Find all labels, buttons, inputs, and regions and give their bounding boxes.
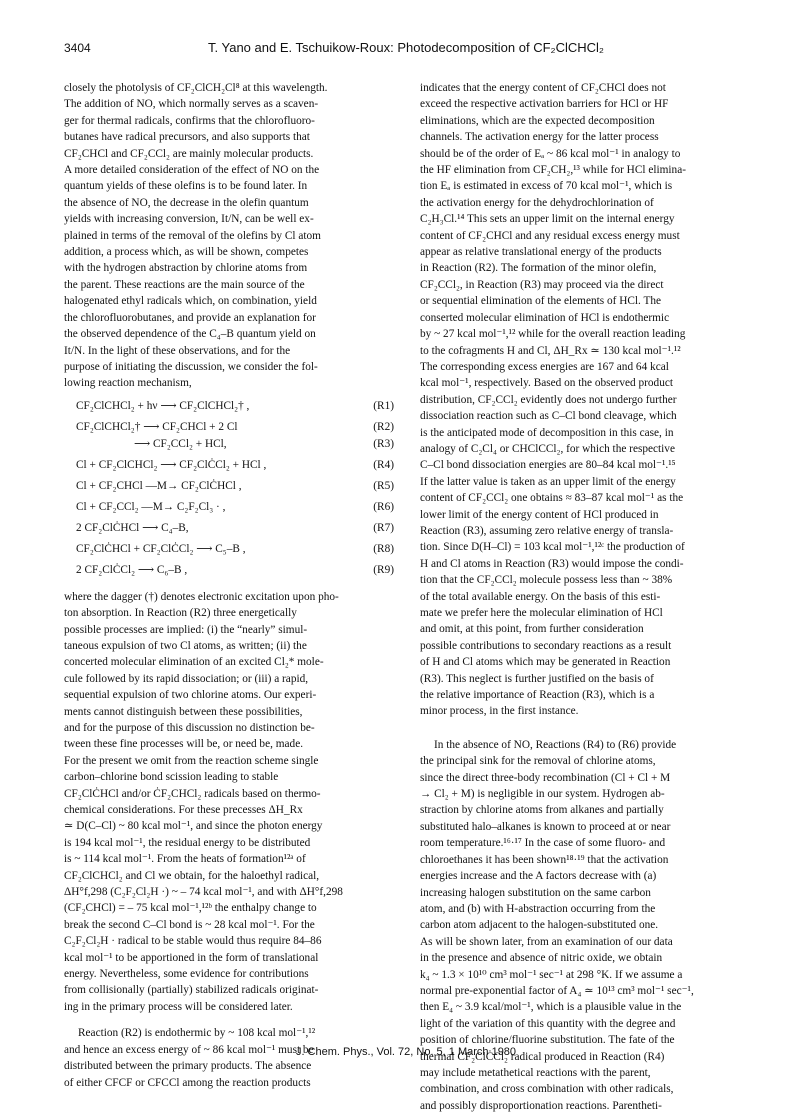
- text-line: ΔH°f,298 (C₂F₂Cl₂H ·) ~ – 74 kcal mol⁻¹, and with ΔH°f,298: [64, 886, 343, 899]
- text-line: sequential expulsion of two chlorine atoms. Our experi-: [64, 689, 317, 702]
- text-line: and for the purpose of this discussion no distinction be-: [64, 721, 315, 734]
- text-line: kcal mol⁻¹ to be apportioned in the form of translational: [64, 951, 319, 964]
- text-line: halogenated ethyl radicals which, on combination, yield: [64, 295, 317, 308]
- text-line: is ~ 114 kcal mol⁻¹. From the heats of formation¹²ᵃ of: [64, 853, 306, 866]
- reaction-number: (R7): [373, 521, 394, 534]
- text-line: chemical considerations. For these precesses ΔH_Rx: [64, 804, 303, 816]
- text-line: thermal CF₂ClĊCl₂ radical produced in Reaction (R4): [420, 1050, 665, 1063]
- text-line: ments cannot distinguish between these possibilities,: [64, 705, 303, 718]
- text-line: normal pre-exponential factor of A₄ ≃ 10¹³ cm³ mol⁻¹ sec⁻¹,: [420, 984, 694, 997]
- text-line: where the dagger (†) denotes electronic excitation upon pho-: [64, 590, 339, 603]
- reaction-equation: [64, 520, 408, 541]
- text-line: break the second C–Cl bond is ~ 28 kcal mol⁻¹. For the: [64, 918, 315, 931]
- text-line: (R3). This neglect is further justified on the basis of: [420, 672, 654, 685]
- text-line: tion. Since D(H–Cl) = 103 kcal mol⁻¹,¹²ᶜ the production of: [420, 541, 685, 554]
- reaction-equation: [64, 457, 408, 478]
- text-line: For the present we omit from the reaction scheme single: [64, 754, 319, 767]
- text-line: to the cofragments H and Cl, ΔH_Rx ≃ 130 kcal mol⁻¹.¹²: [420, 344, 681, 357]
- text-line: In the absence of NO, Reactions (R4) to (R6) provide: [434, 738, 677, 751]
- text-line: tion Eₐ is estimated in excess of 70 kcal mol⁻¹, which is: [420, 180, 673, 193]
- text-line: purpose of initiating the discussion, we consider the fol-: [64, 360, 318, 373]
- text-line: straction by chlorine atoms from alkanes and partially: [420, 804, 664, 817]
- text-line: kcal mol⁻¹, respectively. Based on the observed product: [420, 377, 673, 390]
- text-line: mate we prefer here the molecular elimination of HCl: [420, 607, 663, 619]
- text-line: substituted halo–alkanes is known to proceed at or near: [420, 820, 671, 833]
- text-line: in the presence and absence of nitric oxide, we obtain: [420, 952, 663, 965]
- text-line: yields with increasing conversion, It/N, can be well ex-: [64, 213, 314, 226]
- text-line: A more detailed consideration of the effect of NO on the: [64, 164, 320, 177]
- reaction-number: (R4): [373, 458, 394, 471]
- reaction-number: (R1): [373, 399, 394, 412]
- page-number: 3404: [64, 41, 91, 55]
- reaction-number: (R6): [373, 500, 394, 513]
- text-line: the parent. These reactions are the main source of the: [64, 278, 305, 291]
- text-line: the HF elimination from CF₂CH₂,¹³ while for HCl elimina-: [420, 164, 686, 177]
- text-line: C₂F₂Cl₂H · radical to be stable would thus require 84–86: [64, 935, 322, 948]
- text-line: from collisionally (partially) stabilized radicals originat-: [64, 984, 319, 997]
- text-line: since the direct three-body recombination (Cl + Cl + M: [420, 771, 671, 784]
- text-line: channels. The activation energy for the latter process: [420, 131, 659, 144]
- text-line: content of CF₂CCl₂ one obtains ≈ 83–87 kcal mol⁻¹ as the: [420, 492, 684, 505]
- text-line: closely the photolysis of CF₂ClCH₂Cl⁸ at this wavelength.: [64, 82, 328, 94]
- text-line: ≃ D(C–Cl) ~ 80 kcal mol⁻¹, and since the photon energy: [64, 820, 323, 833]
- text-line: indicates that the energy content of CF₂CHCl does not: [420, 82, 666, 94]
- reaction-formula: CF₂ClĊHCl + CF₂ClĊCl₂ ⟶ C₅–B ,: [76, 542, 246, 555]
- text-line: lower limit of the energy content of HCl produced in: [420, 508, 659, 521]
- text-line: with the hydrogen abstraction by chlorine atoms from: [64, 262, 308, 275]
- text-line: → Cl₂ + M) is negligible in our system. Hydrogen ab-: [420, 788, 665, 801]
- paragraph-mechanism-intro: [64, 80, 408, 392]
- text-line: atom, and (b) with H-abstraction occurring from the: [420, 902, 656, 915]
- reaction-formula: CF₂ClCHCl₂† ⟶ CF₂CHCl + 2 Cl: [76, 420, 238, 433]
- text-line: tion that the CF₂CCl₂ molecule possess less than ~ 38%: [420, 574, 673, 587]
- text-line: and possibly disproportionation reactions. Parentheti-: [420, 1099, 662, 1112]
- text-line: is the anticipated mode of decomposition in this case, in: [420, 426, 674, 439]
- text-line: CF₂ClĊHCl and/or ĊF₂CHCl₂ radicals based on thermo-: [64, 787, 321, 800]
- text-line: the chlorofluorobutanes, and provide an explanation for: [64, 311, 316, 324]
- text-line: cule followed by its rapid dissociation; or (iii) a rapid,: [64, 672, 309, 685]
- text-line: possible contributions to secondary reactions as a result: [420, 639, 672, 652]
- text-line: combination, and cross combination with other radicals,: [420, 1083, 674, 1096]
- text-line: by ~ 27 kcal mol⁻¹,¹² while for the overall reaction leading: [420, 328, 686, 341]
- text-line: of either CFCF or CFCCl among the reaction products: [64, 1076, 311, 1089]
- text-line: CF₂CCl₂, in Reaction (R3) may proceed via the direct: [420, 278, 664, 291]
- text-line: Reaction (R3), assuming zero relative energy of transla-: [420, 524, 674, 537]
- text-line: H and Cl atoms in Reaction (R3) would impose the condi-: [420, 557, 684, 570]
- text-line: carbon–chlorine bond scission leading to stable: [64, 771, 279, 784]
- text-line: content of CF₂CHCl and any residual excess energy must: [420, 229, 680, 242]
- text-line: As will be shown later, from an examination of our data: [420, 935, 673, 948]
- text-line: conserted molecular elimination of HCl is endothermic: [420, 311, 670, 324]
- text-line: of H and Cl atoms which may be generated in Reaction: [420, 656, 671, 669]
- reaction-equation: [64, 398, 408, 419]
- paragraph-energy-content: [420, 80, 764, 720]
- text-line: may include metathetical reactions with the parent,: [420, 1066, 651, 1079]
- reaction-formula: Cl + CF₂CHCl —M→ CF₂ClĊHCl ,: [76, 479, 242, 492]
- reaction-equation: [64, 541, 408, 562]
- text-line: ing in the primary process will be considered later.: [64, 1000, 293, 1013]
- text-line: quantum yields of these olefins is to be found later. In: [64, 180, 308, 193]
- text-line: and omit, at this point, from further consideration: [420, 623, 644, 636]
- text-line: distributed between the primary products. The absence: [64, 1060, 312, 1073]
- text-line: Reaction (R2) is endothermic by ~ 108 kcal mol⁻¹,¹²: [78, 1027, 316, 1040]
- paragraph-r2-endothermic: [64, 1025, 408, 1091]
- text-line: k₄ ~ 1.3 × 10¹⁰ cm³ mol⁻¹ sec⁻¹ at 298 °K. If we assume a: [420, 968, 683, 981]
- text-line: in Reaction (R2). The formation of the minor olefin,: [420, 262, 657, 275]
- reaction-equation: [64, 562, 408, 583]
- text-line: dissociation reaction such as C–Cl bond cleavage, which: [420, 410, 677, 423]
- text-line: should be of the order of Eₐ ~ 86 kcal mol⁻¹ in analogy to: [420, 147, 681, 160]
- text-line: energy. Nevertheless, some evidence for contributions: [64, 968, 309, 981]
- text-line: tween these fine processes will be, or need be, made.: [64, 738, 304, 751]
- paragraph-dagger-explanation: [64, 589, 408, 1016]
- reaction-number: (R9): [373, 563, 394, 576]
- text-line: and hence an excess energy of ~ 86 kcal mol⁻¹ must be: [64, 1043, 314, 1056]
- text-line: room temperature.¹⁶·¹⁷ In the case of some fluoro- and: [420, 837, 666, 850]
- text-line: possible processes are implied: (i) the “nearly” simul-: [64, 623, 308, 636]
- reaction-formula: CF₂ClCHCl₂ + hν ⟶ CF₂ClCHCl₂† ,: [76, 399, 250, 412]
- journal-citation: J. Chem. Phys., Vol. 72, No. 5, 1 March 1980: [295, 1046, 517, 1058]
- text-line: the activation energy for the dehydrochlorination of: [420, 196, 654, 209]
- text-line: exceed the respective activation barriers for HCl or HF: [420, 98, 669, 111]
- reaction-equation: [64, 419, 408, 436]
- text-line: The corresponding excess energies are 167 and 64 kcal: [420, 360, 669, 373]
- text-line: butanes have radical precursors, and also supports that: [64, 131, 310, 144]
- text-line: energies increase and the A factors decrease with (a): [420, 870, 657, 883]
- text-line: The addition of NO, which normally serves as a scaven-: [64, 98, 319, 111]
- text-line: eliminations, which are the expected decomposition: [420, 114, 655, 127]
- text-line: carbon atom adjacent to the halogen-substituted one.: [420, 919, 659, 932]
- left-column: [64, 80, 408, 1091]
- text-line: chloroethanes it has been shown¹⁸·¹⁹ that the activation: [420, 853, 669, 866]
- text-line: light of the variation of this quantity with the degree and: [420, 1017, 676, 1030]
- reaction-formula: ⟶ CF₂CCl₂ + HCl,: [134, 437, 227, 450]
- text-line: C₂H₃Cl.¹⁴ This sets an upper limit on the internal energy: [420, 213, 675, 226]
- text-line: concerted molecular elimination of an excited Cl₂* mole-: [64, 656, 324, 669]
- text-line: position of chlorine/fluorine substitution. The fate of the: [420, 1034, 675, 1047]
- reaction-formula: 2 CF₂ClĊCl₂ ⟶ C₆–B ,: [76, 563, 188, 576]
- reaction-equation: [64, 436, 408, 457]
- text-line: taneous expulsion of two Cl atoms, as written; (ii) the: [64, 639, 307, 652]
- reaction-number: (R2): [373, 420, 394, 433]
- reaction-mechanism: [64, 398, 408, 583]
- text-line: then E₄ ~ 3.9 kcal/mol⁻¹, which is a plausible value in the: [420, 1001, 682, 1014]
- reaction-number: (R3): [373, 437, 394, 450]
- text-line: If the latter value is taken as an upper limit of the energy: [420, 475, 676, 488]
- right-column: [420, 80, 764, 1114]
- text-line: distribution, CF₂CCl₂ evidently does not undergo further: [420, 393, 677, 406]
- text-line: ger for thermal radicals, confirms that the chlorofluoro-: [64, 114, 315, 127]
- text-line: or sequential elimination of the elements of HCl. The: [420, 295, 662, 308]
- text-line: CF₂ClCHCl₂ and Cl we obtain, for the haloethyl radical,: [64, 869, 320, 882]
- reaction-equation: [64, 499, 408, 520]
- text-line: analogy of C₂Cl₄ or CHClCCl₂, for which the respective: [420, 442, 675, 455]
- text-line: increasing halogen substitution on the same carbon: [420, 886, 651, 899]
- running-title: T. Yano and E. Tschuikow-Roux: Photodecomposition of CF₂ClCHCl₂: [208, 40, 604, 55]
- reaction-number: (R5): [373, 479, 394, 492]
- text-line: (CF₂CHCl) = – 75 kcal mol⁻¹,¹²ᵇ the enthalpy change to: [64, 902, 317, 915]
- text-line: ton absorption. In Reaction (R2) three energetically: [64, 607, 297, 620]
- text-line: the relative importance of Reaction (R3), which is a: [420, 689, 655, 702]
- reaction-number: (R8): [373, 542, 394, 555]
- reaction-formula: Cl + CF₂CCl₂ —M→ C₂F₂Cl₃ · ,: [76, 500, 226, 513]
- reaction-formula: 2 CF₂ClĊHCl ⟶ C₄–B,: [76, 521, 189, 534]
- text-line: the principal sink for the removal of chlorine atoms,: [420, 755, 656, 768]
- reaction-formula: Cl + CF₂ClCHCl₂ ⟶ CF₂ClĊCl₂ + HCl ,: [76, 458, 267, 471]
- text-line: minor process, in the first instance.: [420, 705, 579, 718]
- text-line: the observed dependence of the C₄–B quantum yield on: [64, 328, 316, 341]
- text-line: CF₂CHCl and CF₂CCl₂ are mainly molecular products.: [64, 147, 314, 160]
- text-line: lowing reaction mechanism,: [64, 377, 192, 390]
- text-line: of the total available energy. On the basis of this esti-: [420, 590, 661, 603]
- text-line: appear as relative translational energy of the products: [420, 246, 662, 259]
- text-line: plained in terms of the removal of the olefins by Cl atom: [64, 229, 321, 242]
- text-line: It/N. In the light of these observations, and for the: [64, 344, 291, 357]
- text-line: the absence of NO, the decrease in the olefin quantum: [64, 196, 309, 209]
- text-line: addition, a process which, as will be shown, competes: [64, 246, 309, 259]
- reaction-equation: [64, 478, 408, 499]
- text-line: C–Cl bond dissociation energies are 80–84 kcal mol⁻¹.¹⁵: [420, 459, 676, 472]
- text-line: is 194 kcal mol⁻¹, the residual energy to be distributed: [64, 836, 311, 849]
